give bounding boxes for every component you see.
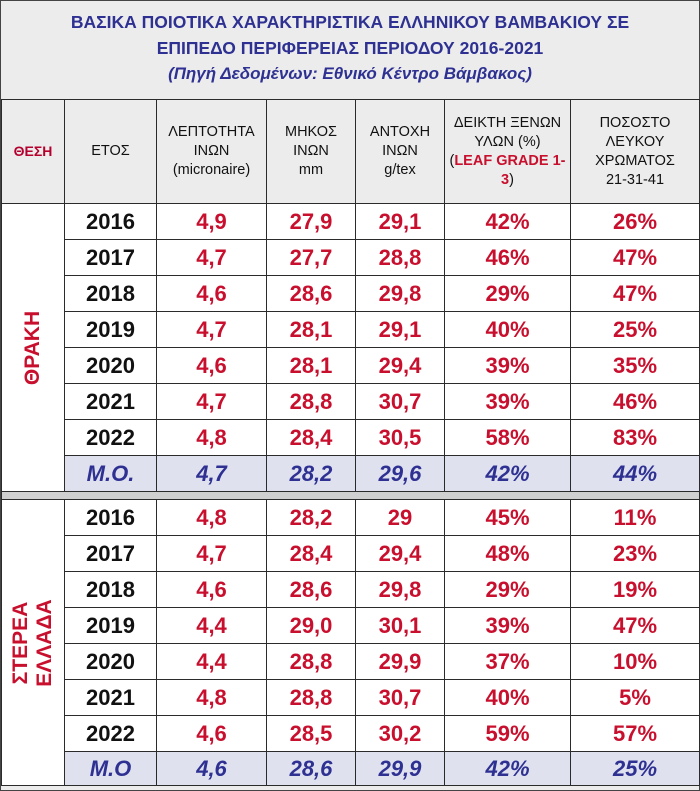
value-cell: 30,1 <box>356 608 445 644</box>
value-cell: 46% <box>571 384 700 420</box>
value-cell: 4,7 <box>157 312 267 348</box>
strength-header-line: ΙΝΩΝ <box>382 143 418 159</box>
fineness-header-unit: (micronaire) <box>172 162 251 178</box>
strength-header <box>356 100 445 204</box>
value-cell: 35% <box>571 348 700 384</box>
value-cell: 29,1 <box>356 204 445 240</box>
value-cell: 28,6 <box>267 572 356 608</box>
value-cell: 28,4 <box>267 536 356 572</box>
value-cell: 4,6 <box>157 716 267 752</box>
value-cell: 4,7 <box>157 384 267 420</box>
year-cell: 2017 <box>65 536 157 572</box>
year-cell: 2016 <box>65 500 157 536</box>
value-cell: 29,0 <box>267 608 356 644</box>
year-cell: 2019 <box>65 312 157 348</box>
average-row <box>2 752 700 786</box>
value-cell: 23% <box>571 536 700 572</box>
year-cell: 2016 <box>65 204 157 240</box>
value-cell: 29,4 <box>356 348 445 384</box>
value-cell: 4,4 <box>157 644 267 680</box>
foreign-header-grade <box>445 152 570 190</box>
value-cell: 4,8 <box>157 500 267 536</box>
value-cell: 28,8 <box>356 240 445 276</box>
divider-cell <box>2 492 700 500</box>
white-header-line: ΛΕΥΚΟΥ <box>605 133 665 150</box>
table-row <box>2 500 700 536</box>
value-cell: 28,2 <box>267 500 356 536</box>
value-cell: 28,4 <box>267 420 356 456</box>
value-cell: 48% <box>445 536 571 572</box>
year-cell: 2020 <box>65 644 157 680</box>
value-cell: 4,9 <box>157 204 267 240</box>
value-cell: 46% <box>445 240 571 276</box>
value-cell: 28,5 <box>267 716 356 752</box>
average-row <box>2 456 700 492</box>
region-label: ΣΤΕΡΕΑ ΕΛΛΑΔΑ <box>9 598 56 687</box>
paren-close: ) <box>509 171 514 188</box>
table-row <box>2 572 700 608</box>
position-header: ΘΕΣΗ <box>2 100 65 204</box>
region-cell <box>2 204 65 492</box>
value-cell: 28,8 <box>267 680 356 716</box>
value-cell: 29,4 <box>356 536 445 572</box>
paren-open: ( <box>449 152 455 169</box>
foreign-matter-header <box>445 100 571 204</box>
value-cell: 19% <box>571 572 700 608</box>
value-cell: 47% <box>571 276 700 312</box>
year-cell: 2021 <box>65 680 157 716</box>
header <box>1 1 699 99</box>
title-line-2: ΕΠΙΠΕΔΟ ΠΕΡΙΦΕΡΕΙΑΣ ΠΕΡΙΟΔΟΥ 2016-2021 <box>156 38 544 58</box>
leaf-grade-label: LEAF GRADE 1-3 <box>454 152 566 188</box>
data-source: (Πηγή Δεδομένων: Εθνικό Κέντρο Βάμβακος) <box>168 64 532 83</box>
title-line-1: ΒΑΣΙΚΑ ΠΟΙΟΤΙΚΑ ΧΑΡΑΚΤΗΡΙΣΤΙΚΑ ΕΛΛΗΝΙΚΟΥ ΒΑΜΒΑΚΙΟΥ ΣΕ <box>70 12 630 32</box>
white-header-grades: 21-31-41 <box>605 171 665 188</box>
table-row <box>2 384 700 420</box>
value-cell: 4,6 <box>157 572 267 608</box>
average-value: 29,6 <box>356 456 445 492</box>
cotton-quality-table <box>1 99 700 786</box>
value-cell: 39% <box>445 384 571 420</box>
table-body <box>2 204 700 786</box>
table-row <box>2 204 700 240</box>
average-value: 28,6 <box>267 752 356 786</box>
value-cell: 39% <box>445 608 571 644</box>
average-value: 44% <box>571 456 700 492</box>
average-label: Μ.Ο <box>65 752 157 786</box>
header-row <box>2 100 700 204</box>
value-cell: 28,8 <box>267 384 356 420</box>
year-cell: 2017 <box>65 240 157 276</box>
value-cell: 58% <box>445 420 571 456</box>
year-cell: 2022 <box>65 420 157 456</box>
white-header-line: ΧΡΩΜΑΤΟΣ <box>595 152 675 169</box>
value-cell: 4,8 <box>157 680 267 716</box>
length-header <box>267 100 356 204</box>
year-cell: 2022 <box>65 716 157 752</box>
foreign-header-line: ΔΕΙΚΤΗ ΞΕΝΩΝ <box>453 114 562 131</box>
value-cell: 5% <box>571 680 700 716</box>
value-cell: 29,1 <box>356 312 445 348</box>
average-value: 25% <box>571 752 700 786</box>
average-value: 29,9 <box>356 752 445 786</box>
value-cell: 37% <box>445 644 571 680</box>
value-cell: 30,7 <box>356 384 445 420</box>
year-cell: 2018 <box>65 276 157 312</box>
table-row <box>2 536 700 572</box>
value-cell: 25% <box>571 312 700 348</box>
fineness-header-line: ΙΝΩΝ <box>193 143 230 159</box>
value-cell: 4,6 <box>157 348 267 384</box>
value-cell: 11% <box>571 500 700 536</box>
year-cell: 2018 <box>65 572 157 608</box>
table-row <box>2 312 700 348</box>
value-cell: 27,9 <box>267 204 356 240</box>
value-cell: 29 <box>356 500 445 536</box>
strength-header-unit: g/tex <box>384 162 416 178</box>
value-cell: 47% <box>571 608 700 644</box>
value-cell: 42% <box>445 204 571 240</box>
region-divider <box>2 492 700 500</box>
year-cell: 2020 <box>65 348 157 384</box>
value-cell: 28,6 <box>267 276 356 312</box>
value-cell: 59% <box>445 716 571 752</box>
foreign-header-line: ΥΛΩΝ (%) <box>474 133 541 150</box>
value-cell: 4,4 <box>157 608 267 644</box>
value-cell: 29% <box>445 276 571 312</box>
value-cell: 4,6 <box>157 276 267 312</box>
value-cell: 30,5 <box>356 420 445 456</box>
length-header-unit: mm <box>298 162 324 178</box>
value-cell: 28,1 <box>267 348 356 384</box>
year-cell: 2021 <box>65 384 157 420</box>
value-cell: 30,7 <box>356 680 445 716</box>
value-cell: 29,8 <box>356 276 445 312</box>
fineness-header-line: ΛΕΠΤΟΤΗΤΑ <box>168 124 255 140</box>
average-value: 4,6 <box>157 752 267 786</box>
value-cell: 28,8 <box>267 644 356 680</box>
table-row <box>2 680 700 716</box>
year-header: ΕΤΟΣ <box>65 100 157 204</box>
average-value: 42% <box>445 752 571 786</box>
average-value: 28,2 <box>267 456 356 492</box>
value-cell: 47% <box>571 240 700 276</box>
table-row <box>2 608 700 644</box>
fineness-header <box>157 100 267 204</box>
value-cell: 83% <box>571 420 700 456</box>
value-cell: 4,7 <box>157 536 267 572</box>
white-header-line: ΠΟΣΟΣΤΟ <box>599 114 671 131</box>
average-value: 42% <box>445 456 571 492</box>
average-value: 4,7 <box>157 456 267 492</box>
strength-header-line: ΑΝΤΟΧΗ <box>369 124 431 140</box>
year-cell: 2019 <box>65 608 157 644</box>
value-cell: 29,9 <box>356 644 445 680</box>
length-header-line: ΙΝΩΝ <box>293 143 329 159</box>
length-header-line: ΜΗΚΟΣ <box>284 124 338 140</box>
value-cell: 30,2 <box>356 716 445 752</box>
region-label: ΘΡΑΚΗ <box>21 310 44 385</box>
value-cell: 29,8 <box>356 572 445 608</box>
table-row <box>2 716 700 752</box>
value-cell: 28,1 <box>267 312 356 348</box>
white-color-header <box>571 100 700 204</box>
table-row <box>2 276 700 312</box>
value-cell: 10% <box>571 644 700 680</box>
value-cell: 26% <box>571 204 700 240</box>
value-cell: 29% <box>445 572 571 608</box>
value-cell: 45% <box>445 500 571 536</box>
value-cell: 4,7 <box>157 240 267 276</box>
table-row <box>2 240 700 276</box>
region-cell <box>2 500 65 786</box>
table-row <box>2 348 700 384</box>
table-row <box>2 644 700 680</box>
value-cell: 27,7 <box>267 240 356 276</box>
table-row <box>2 420 700 456</box>
value-cell: 40% <box>445 312 571 348</box>
value-cell: 40% <box>445 680 571 716</box>
value-cell: 57% <box>571 716 700 752</box>
value-cell: 4,8 <box>157 420 267 456</box>
average-label: Μ.Ο. <box>65 456 157 492</box>
value-cell: 39% <box>445 348 571 384</box>
